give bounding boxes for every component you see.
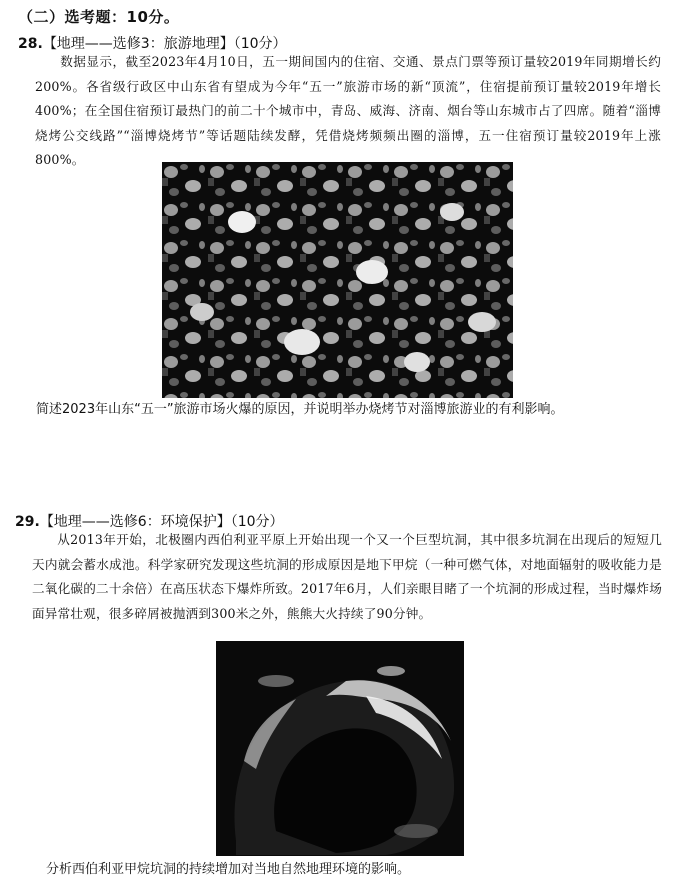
crowd-image: [162, 162, 513, 398]
question-28-paragraph: [35, 50, 661, 173]
question-29-task: 分析西伯利亚甲烷坑洞的持续增加对当地自然地理环境的影响。: [46, 862, 411, 877]
question-28-points: （10分）: [233, 36, 287, 52]
question-29-number: 29.: [15, 514, 40, 530]
question-28-number: 28.: [18, 36, 43, 52]
question-28-task: 简述2023年山东“五一”旅游市场火爆的原因，并说明举办烧烤节对淄博旅游业的有利影响。: [36, 402, 564, 417]
question-29-points: （10分）: [230, 514, 284, 530]
question-29-module: 【地理——选修6：环境保护】: [39, 514, 231, 530]
crater-image: [216, 641, 464, 856]
crater-photo: [216, 641, 464, 856]
question-29-paragraph: [32, 528, 662, 626]
question-29-text: 从2013年开始，北极圈内西伯利亚平原上开始出现一个又一个巨型坑洞，其中很多坑洞在出现后的短短几天内就会蓄水成池。科学家研究发现这些坑洞的形成原因是地下甲烷（一种可燃气体，对地面辐射的吸收能力是二氧化碳的二十余倍）在高压状态下爆炸所致。2017年6月，人们亲眼目睹了一个坑洞的形成过程，当时爆炸场面异常壮观，很多碎屑被抛洒到300米之外，熊熊大火持续了90分钟。: [32, 532, 662, 621]
crowd-photo: [162, 162, 513, 398]
question-28-text: 数据显示，截至2023年4月10日，五一期间国内的住宿、交通、景点门票等预订量较2019年同期增长约200%。各省级行政区中山东省有望成为今年“五一”旅游市场的新“顶流”，住宿提前预订量较2019年增长400%；在全国住宿预订最热门的前二十个城市中，青岛、威海、济南、烟台等山东城市占了四席。随着“淄博烧烤公交线路”“淄博烧烤节”等话题陆续发酵，凭借烧烤频频出圈的淄博，五一住宿预订量较2019年上涨800%。: [35, 54, 661, 167]
question-28-module: 【地理——选修3：旅游地理】: [42, 36, 234, 52]
section-header: （二）选考题：10分。: [18, 8, 180, 26]
